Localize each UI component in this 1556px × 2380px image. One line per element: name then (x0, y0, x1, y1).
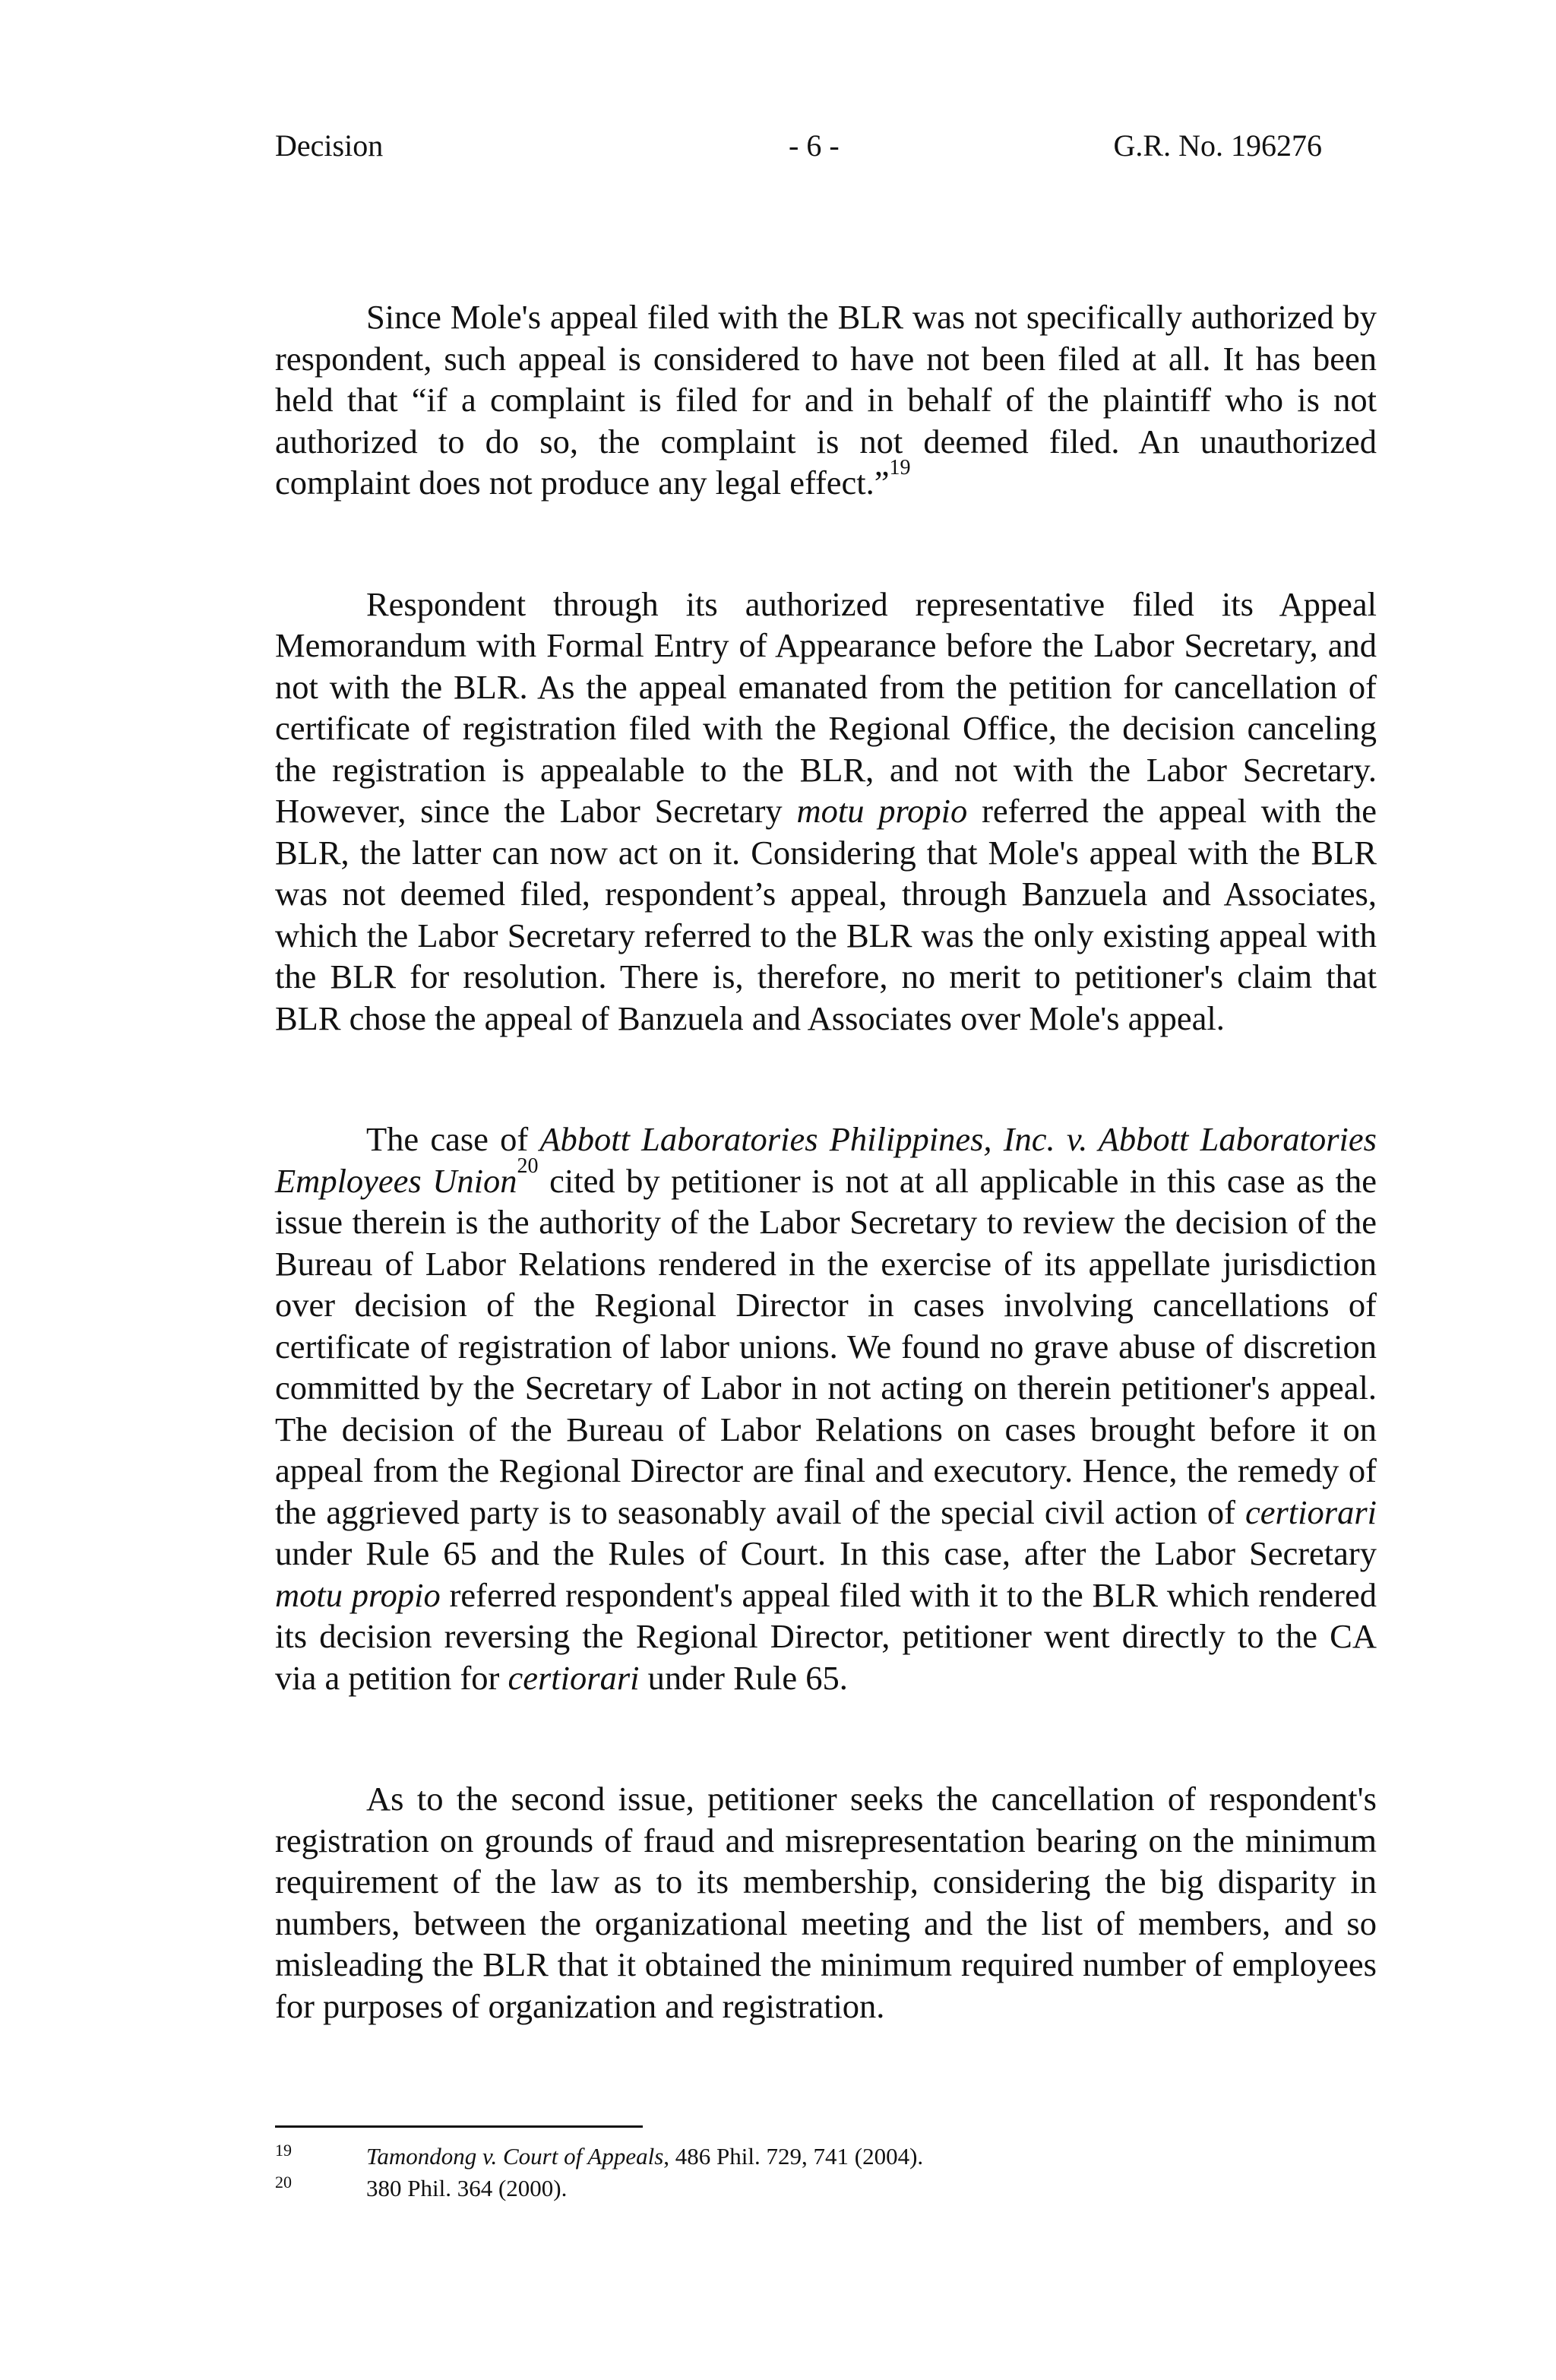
footnote-text (366, 2143, 923, 2170)
paragraph-text: As to the second issue, petitioner seeks the cancellation of respondent's registration on grounds of fraud and misrepresentation bearing on the minimum requirement of the law as to its membership, considering the big disparity in numbers, between the organizational meeting and the list of members, and so misleading the BLR that it obtained the minimum required number of employees for purposes of organization and registration. (275, 1780, 1377, 2025)
paragraph-unauthorized-appeal (275, 296, 1377, 504)
paragraph-text: cited by petitioner is not at all applicable in this case as the issue therein is the authority of the Labor Secretary to review the decision of the Bureau of Labor Relations rendered in the exercise of its appellate jurisdiction over decision of the Regional Director in cases involving cancellations of certificate of registration of labor unions. We found no grave abuse of discretion committed by the Secretary of Labor in not acting on therein petitioner's appeal. The decision of the Bureau of Labor Relations on cases brought before it on appeal from the Regional Director are final and executory. Hence, the remedy of the aggrieved party is to seasonably avail of the special civil action of (275, 1161, 1377, 1531)
paragraph-text: The case of (366, 1120, 540, 1158)
paragraph-text: Respondent through its authorized representative filed its Appeal Memorandum with Formal Entry of Appearance before the Labor Secretary, and not with the BLR. As the appeal emanated from the petition for cancellation of certificate of registration filed with the Regional Office, the decision canceling the registration is appealable to the BLR, and not with the Labor Secretary. However, since the Labor Secretary (275, 584, 1377, 830)
paragraph-appeal-memorandum (275, 584, 1377, 1040)
footnote-text (366, 2175, 567, 2202)
footnote-divider (275, 2125, 643, 2128)
header-decision-label: Decision (275, 128, 384, 163)
paragraph-text: Since Mole's appeal filed with the BLR was not specifically authorized by respondent, such appeal is considered to have not been filed at all. It has been held that “if a complaint is filed for and in behalf of the plaintiff who is not authorized to do so, the complaint is not deemed filed. An unauthorized complaint does not produce any legal effect.” (275, 298, 1377, 502)
case-number: G.R. No. 196276 (1113, 128, 1322, 163)
paragraph-text: under Rule 65. (639, 1658, 848, 1697)
latin-term: motu propio (796, 792, 968, 830)
decision-body (275, 296, 1377, 2027)
paragraph-text: referred respondent's appeal filed with it to the BLR which rendered its decision reversing the Regional Director, petitioner went directly to the CA via a petition for (275, 1575, 1377, 1697)
footnote-reference-20: 20 (517, 1154, 539, 1178)
paragraph-text: referred the appeal with the BLR, the latter can now act on it. Considering that Mole's appeal with the BLR was not deemed filed, respondent’s appeal, through Banzuela and Associates, which the Labor Secretary referred to the BLR was the only existing appeal with the BLR for resolution. There is, therefore, no merit to petitioner's claim that BLR chose the appeal of Banzuela and Associates over Mole's appeal. (275, 792, 1377, 1037)
case-citation: Tamondong v. Court of Appeals (366, 2143, 664, 2170)
paragraph-text: under Rule 65 and the Rules of Court. In this case, after the Labor Secretary (275, 1534, 1377, 1572)
paragraph-abbott-case (275, 1119, 1377, 1698)
page-number: - 6 - (789, 128, 840, 163)
latin-term: certiorari (508, 1658, 640, 1697)
page-header (275, 125, 1322, 167)
paragraph-second-issue (275, 1778, 1377, 2027)
footnote-reference-19: 19 (889, 456, 911, 479)
latin-term: motu propio (275, 1575, 441, 1614)
citation-details: , 486 Phil. 729, 741 (2004). (663, 2143, 924, 2170)
latin-term: certiorari (1244, 1492, 1377, 1531)
citation-details: 380 Phil. 364 (2000). (366, 2175, 568, 2201)
footnote-number: 19 (275, 2141, 292, 2160)
case-citation: Abbott Laboratories Philippines, Inc. v. Abbott Laboratories Employees Union (275, 1120, 1377, 1200)
footnote-number: 20 (275, 2173, 292, 2192)
